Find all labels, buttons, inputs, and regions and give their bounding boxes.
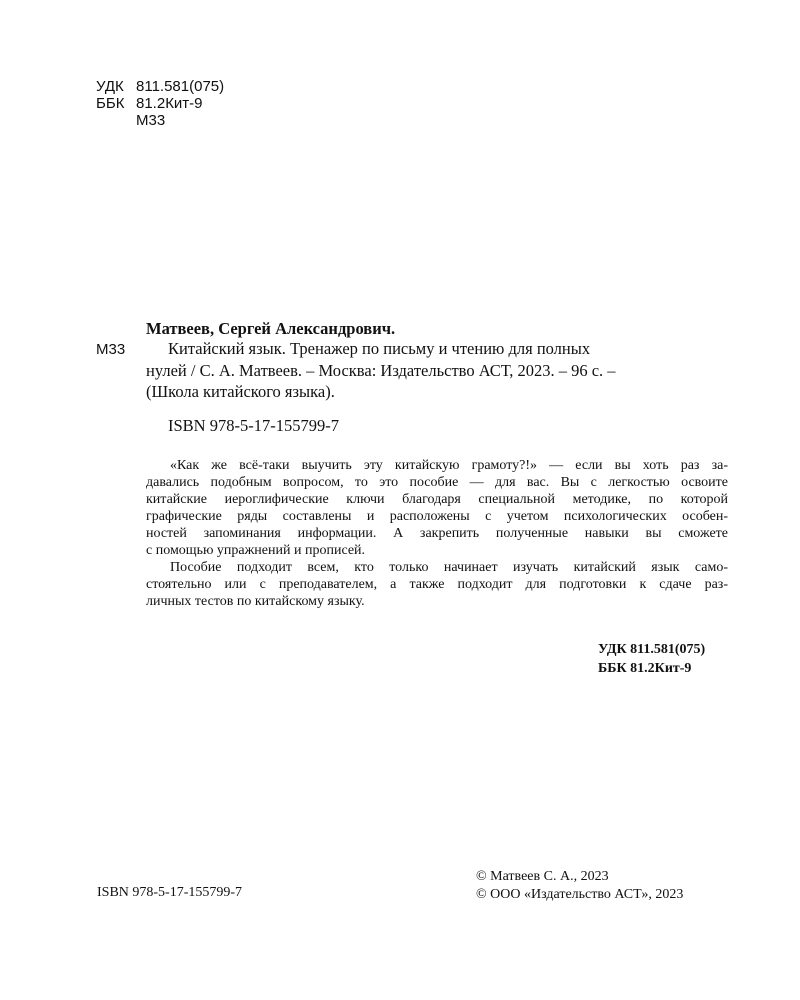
annotation-line: давались подобным вопросом, то это пособие — для вас. Вы с легкостью освоите <box>146 475 728 490</box>
author-mark: М33 <box>96 341 126 358</box>
annotation-line: с помощью упражнений и прописей. <box>146 543 366 558</box>
author-mark-row <box>96 112 224 129</box>
bbk-label: ББК <box>96 95 125 112</box>
author-mark-top: М33 <box>136 112 166 129</box>
isbn-footer: ISBN 978-5-17-155799-7 <box>97 885 243 900</box>
author-name: Матвеев, Сергей Александрович. <box>146 319 396 338</box>
bibliographic-description <box>146 338 746 403</box>
classification-block <box>96 78 224 129</box>
annotation <box>146 457 728 610</box>
bbk-value: 81.2Кит-9 <box>136 95 203 112</box>
bbk-row <box>96 95 224 112</box>
annotation-line: «Как же всё-таки выучить эту китайскую грамоту?!» — если вы хоть раз за- <box>170 458 728 473</box>
bbk-bold: ББК 81.2Кит-9 <box>598 661 692 676</box>
isbn-main: ISBN 978-5-17-155799-7 <box>168 416 339 435</box>
classification-right <box>598 640 705 678</box>
annotation-line: стоятельно или с преподавателем, а также подходит для подготовки к сдаче раз- <box>146 577 728 592</box>
copyright-author: © Матвеев С. А., 2023 <box>476 869 609 884</box>
udk-row <box>96 78 224 95</box>
annotation-line: личных тестов по китайскому языку. <box>146 594 365 609</box>
udk-value: 811.581(075) <box>136 78 225 95</box>
biblio-line: Китайский язык. Тренажер по письму и чтению для полных <box>168 339 591 358</box>
annotation-line: Пособие подходит всем, кто только начинает изучать китайский язык само- <box>170 560 728 575</box>
copyright-block <box>476 868 683 904</box>
annotation-line: китайские иероглифические ключи благодаря специальной методике, по которой <box>146 492 728 507</box>
biblio-line: нулей / С. А. Матвеев. – Москва: Издательство АСТ, 2023. – 96 с. – <box>146 360 616 380</box>
udk-label: УДК <box>96 78 124 95</box>
annotation-line: графические ряды составлены и расположены с учетом психологических особен- <box>146 509 728 524</box>
annotation-line: ностей запоминания информации. А закрепить полученные навыки вы сможете <box>146 526 728 541</box>
copyright-publisher: © ООО «Издательство АСТ», 2023 <box>476 887 684 902</box>
udk-bold: УДК 811.581(075) <box>598 642 706 657</box>
biblio-line: (Школа китайского языка). <box>146 382 335 401</box>
